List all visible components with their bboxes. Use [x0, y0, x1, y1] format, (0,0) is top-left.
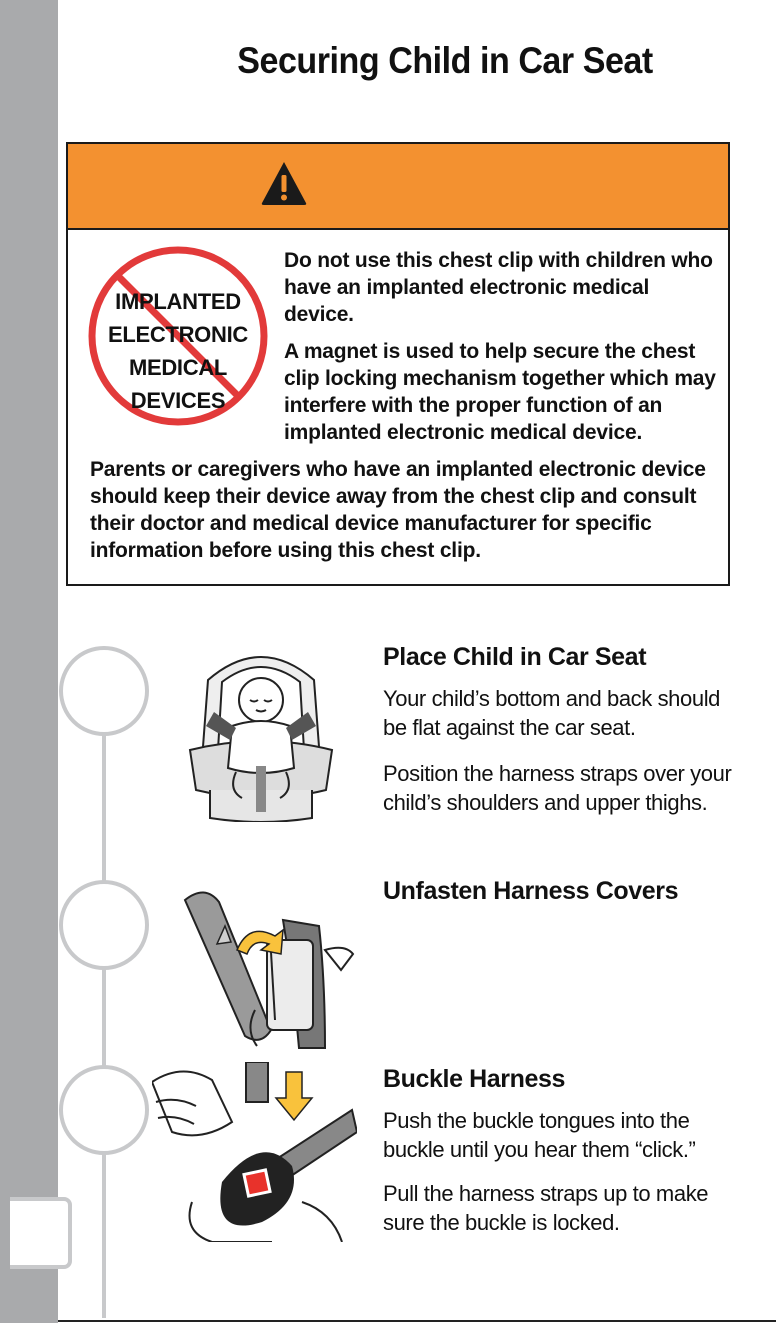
harness-cover-illustration: [175, 880, 355, 1050]
side-band: [0, 0, 58, 1323]
page-number-tab: [10, 1197, 72, 1269]
warning-box: [66, 142, 730, 586]
no-implanted-devices-symbol: [84, 242, 272, 430]
warning-paragraph-2: A magnet is used to help secure the chest clip locking mechanism together which may interfere with the proper function of an implanted electronic medical device.: [284, 340, 716, 444]
warning-paragraph-1: Do not use this chest clip with children who have an implanted electronic medical device.: [284, 249, 713, 326]
step-2-title: Unfasten Harness Covers: [383, 877, 679, 905]
prohibited-line: MEDICAL: [128, 355, 228, 380]
bottom-rule: [58, 1320, 776, 1322]
step-3-title: Buckle Harness: [383, 1065, 565, 1093]
child-in-car-seat-illustration: [170, 640, 352, 822]
step-marker-3: [59, 1065, 149, 1155]
step-marker-1: [59, 646, 149, 736]
step-1-text-2: Position the harness straps over your child’s shoulders and upper thighs.: [383, 761, 732, 815]
step-1-title: Place Child in Car Seat: [383, 643, 647, 671]
warning-paragraph-3: Parents or caregivers who have an implanted electronic device should keep their device away from the chest clip and consult their doctor and medical device manufacturer for specific information before using this chest clip.: [90, 458, 706, 562]
step-1-text-1: Your child’s bottom and back should be flat against the car seat.: [383, 686, 721, 740]
prohibited-line: ELECTRONIC: [107, 322, 248, 347]
warning-header: [68, 144, 728, 230]
buckle-harness-illustration: [152, 1062, 357, 1242]
step-marker-2: [59, 880, 149, 970]
timeline-line: [102, 690, 106, 1318]
step-3-text-2: Pull the harness straps up to make sure the buckle is locked.: [383, 1181, 709, 1235]
warning-triangle-icon: [259, 159, 309, 207]
prohibited-label: [84, 285, 272, 417]
prohibited-line: DEVICES: [130, 388, 226, 413]
page-title: Securing Child in Car Seat: [237, 40, 653, 81]
step-3-text-1: Push the buckle tongues into the buckle until you hear them “click.”: [383, 1108, 696, 1162]
prohibited-line: IMPLANTED: [115, 289, 241, 314]
